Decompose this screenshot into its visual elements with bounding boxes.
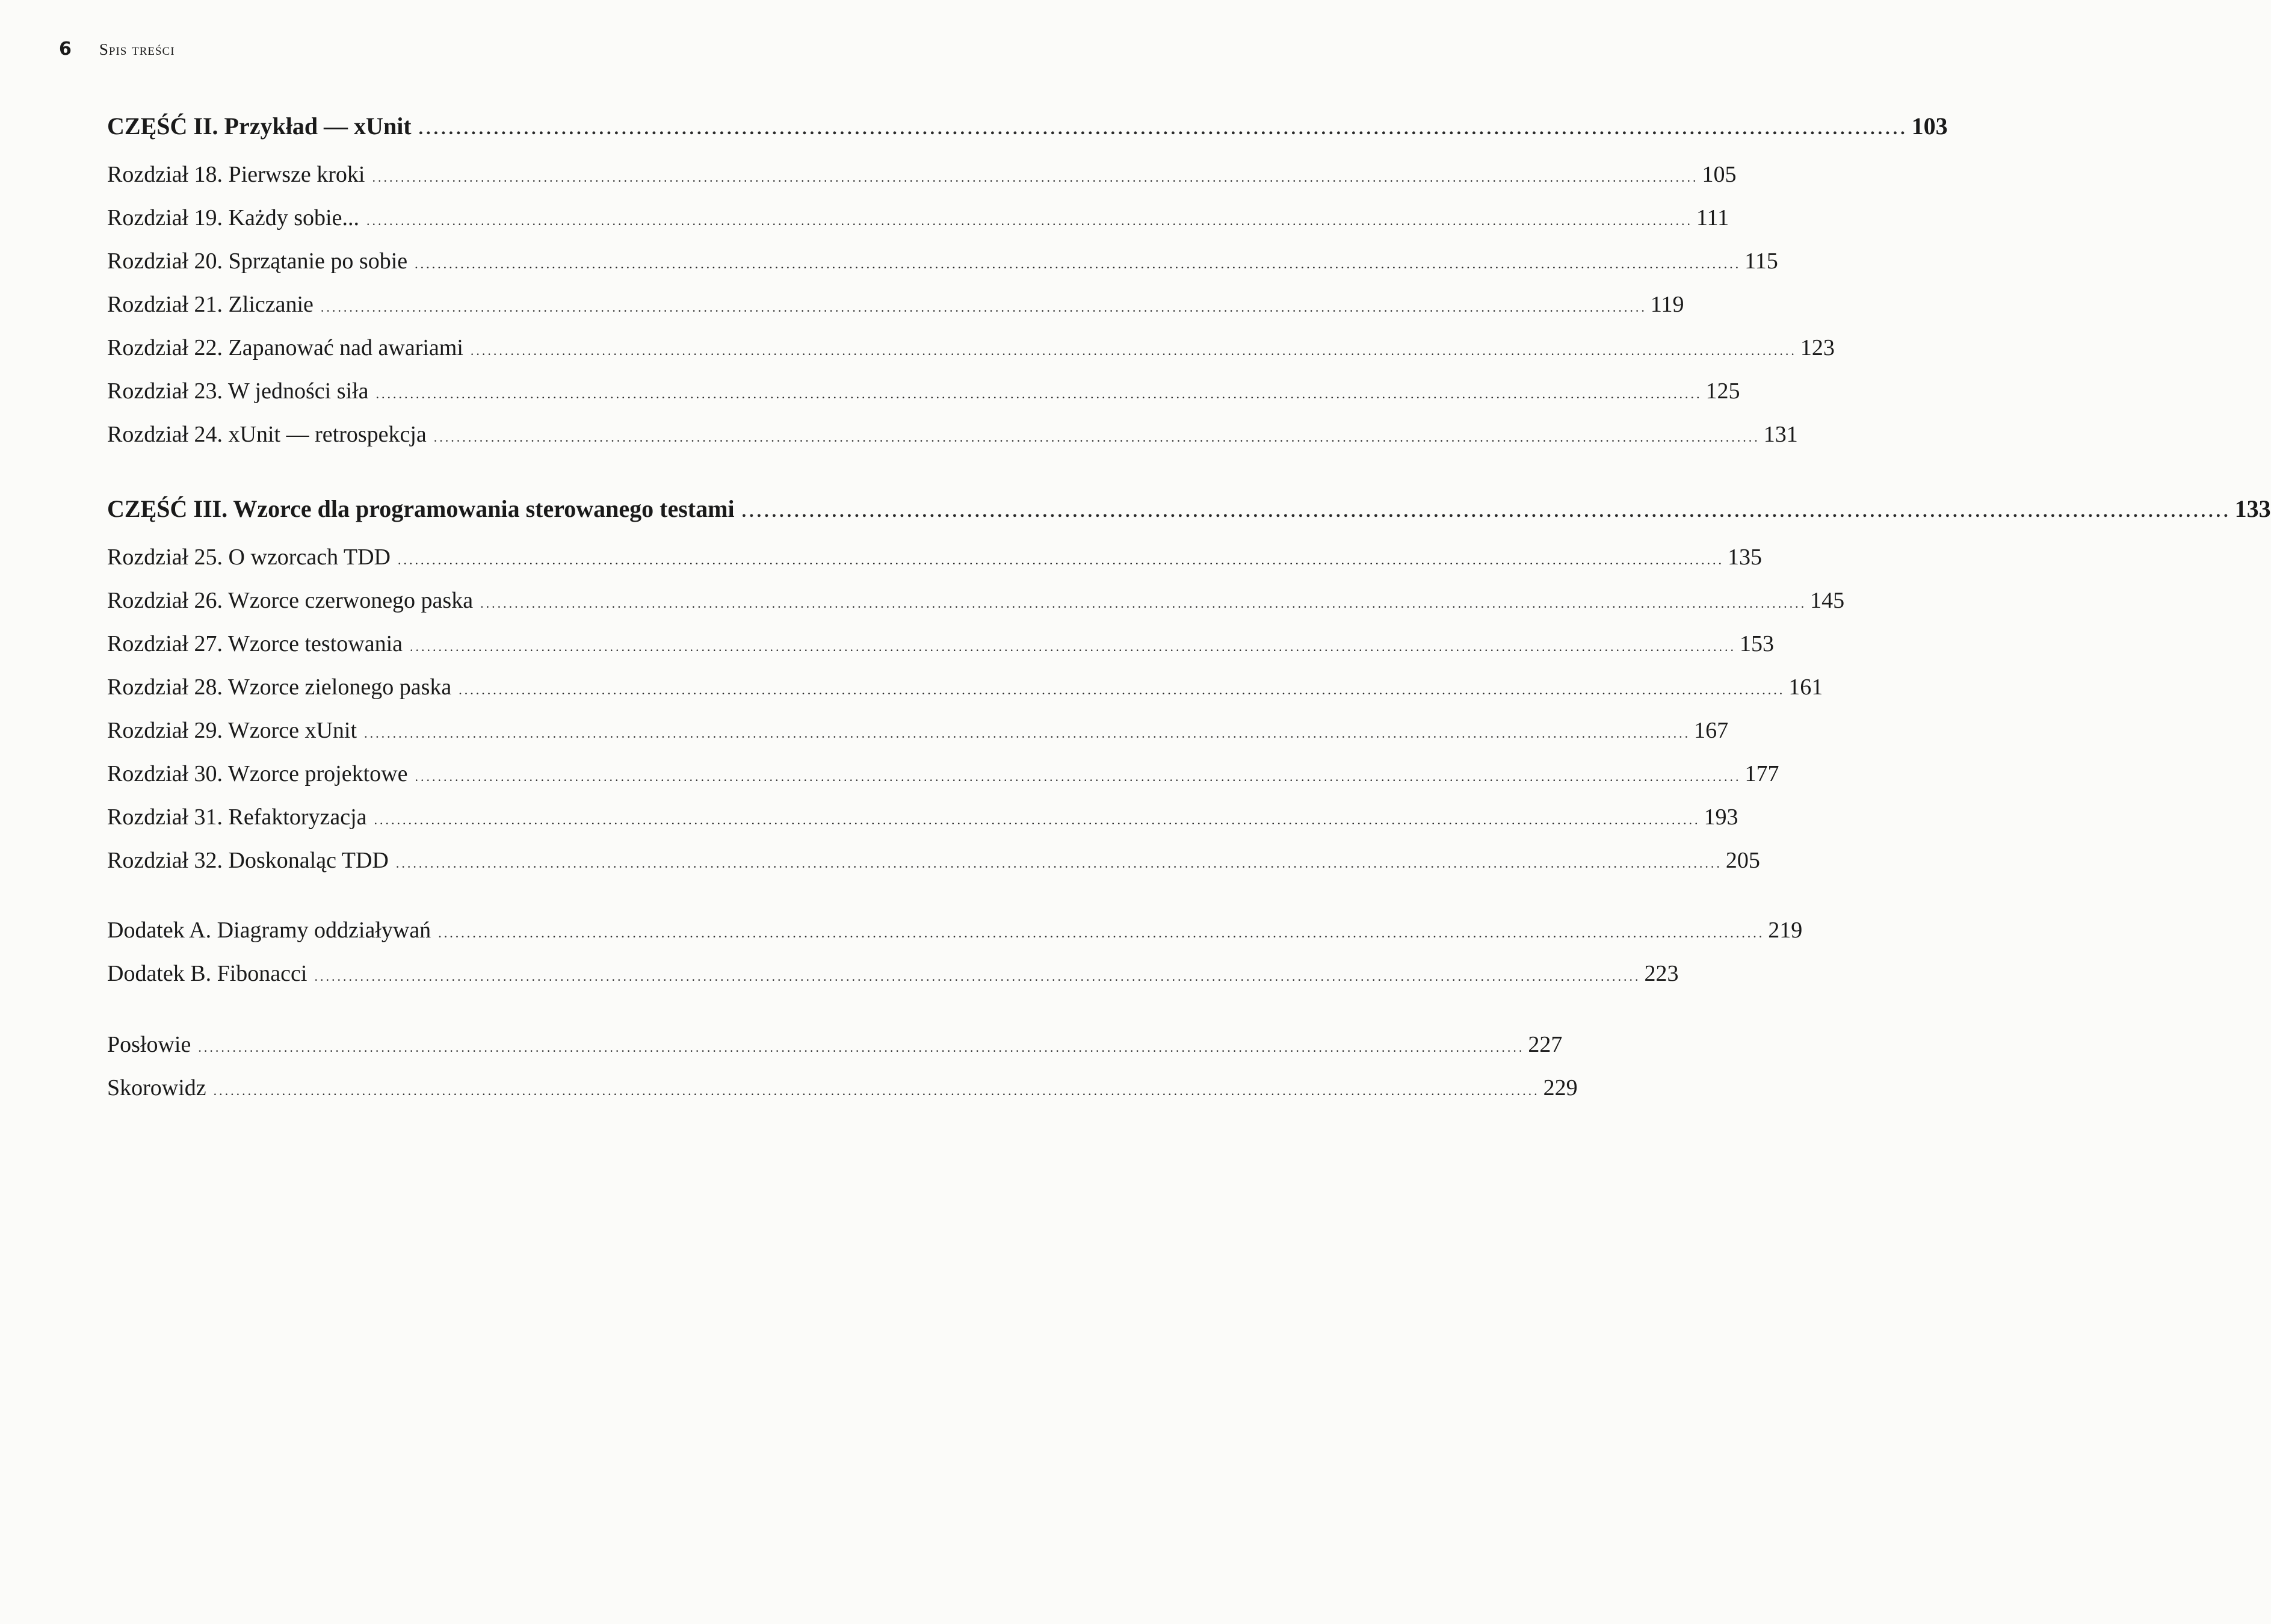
toc-entry-page: 177: [1744, 761, 1779, 786]
toc-entry-page: 167: [1694, 718, 1729, 743]
toc-entry-page: 125: [1705, 378, 1740, 404]
toc-part-ii[interactable]: [107, 111, 1948, 142]
dot-leader: ........................................................................................................................................................................................................................................: [415, 769, 1741, 784]
toc-index[interactable]: [107, 1072, 1578, 1104]
toc-chapter-23[interactable]: [107, 375, 1740, 407]
toc-entry-label: Rozdział 30. Wzorce projektowe: [107, 761, 408, 786]
toc-entry-label: Rozdział 18. Pierwsze kroki: [107, 162, 365, 187]
toc-entry-page: 227: [1528, 1032, 1563, 1057]
toc-chapter-26[interactable]: [107, 585, 1845, 616]
toc-entry-label: Rozdział 29. Wzorce xUnit: [107, 718, 357, 743]
dot-leader: ........................................................................................................................................................................................................................................: [433, 430, 1760, 445]
toc-entry-label: Rozdział 23. W jedności siła: [107, 378, 369, 404]
toc-entry-page: 115: [1744, 249, 1778, 274]
dot-leader: ........................................................................................................................................................................................................................................: [364, 726, 1691, 741]
toc-entry-label: Dodatek B. Fibonacci: [107, 961, 307, 986]
toc-entry-label: Rozdział 21. Zliczanie: [107, 292, 314, 317]
toc-entry-label: Rozdział 24. xUnit — retrospekcja: [107, 422, 427, 447]
toc-chapter-19[interactable]: [107, 202, 1729, 233]
toc-entry-page: 105: [1702, 162, 1737, 187]
toc-entry-page: 103: [1911, 113, 1948, 140]
toc-entry-page: 229: [1543, 1075, 1578, 1101]
dot-leader: ........................................................................................................................................................................................................................................: [395, 856, 1722, 871]
toc-entry-label: Rozdział 26. Wzorce czerwonego paska: [107, 588, 474, 613]
dot-leader: ........................................................................................................................................................................................................................................: [438, 925, 1765, 940]
dot-leader: ........................................................................................................................................................................................................................................: [397, 552, 1724, 567]
toc-appendix-b[interactable]: [107, 958, 1679, 989]
toc-entry-page: 153: [1740, 631, 1774, 656]
dot-leader: ........................................................................................................................................................................................................................................: [320, 300, 1647, 315]
toc-entry-label: Rozdział 31. Refaktoryzacja: [107, 804, 367, 830]
toc-entry-page: 145: [1810, 588, 1845, 613]
dot-leader: ........................................................................................................................................................................................................................................: [198, 1040, 1525, 1055]
toc-chapter-29[interactable]: [107, 715, 1729, 746]
toc-entry-page: 123: [1800, 335, 1835, 360]
toc-entry-label: Rozdział 32. Doskonaląc TDD: [107, 848, 389, 873]
dot-leader: ........................................................................................................................................................................................................................................: [470, 343, 1797, 358]
toc-entry-label: Dodatek A. Diagramy oddziaływań: [107, 918, 431, 943]
toc-chapter-21[interactable]: [107, 289, 1684, 320]
toc-entry-label: Rozdział 22. Zapanować nad awariami: [107, 335, 463, 360]
toc-entry-label: Rozdział 19. Każdy sobie...: [107, 205, 359, 230]
running-head-title: Spis treści: [99, 40, 175, 58]
dot-leader: ......................................................................................................................................................................................................: [741, 501, 2231, 521]
toc-chapter-27[interactable]: [107, 628, 1774, 659]
toc-entry-page: 219: [1768, 918, 1803, 943]
toc-afterword[interactable]: [107, 1029, 1563, 1060]
toc-chapter-22[interactable]: [107, 332, 1835, 363]
dot-leader: ........................................................................................................................................................................................................................................: [372, 170, 1699, 185]
toc-chapter-18[interactable]: [107, 159, 1737, 190]
toc-chapter-20[interactable]: [107, 245, 1778, 277]
toc-entry-page: 161: [1788, 675, 1823, 700]
toc-entry-label: Rozdział 27. Wzorce testowania: [107, 631, 403, 656]
toc-entry-page: 119: [1650, 292, 1684, 317]
toc-entry-label: CZĘŚĆ II. Przykład — xUnit: [107, 113, 412, 140]
toc-entry-label: Rozdział 28. Wzorce zielonego paska: [107, 675, 452, 700]
toc-entry-page: 111: [1696, 205, 1729, 230]
dot-leader: ........................................................................................................................................................................................................................................: [415, 256, 1741, 271]
toc-chapter-25[interactable]: [107, 542, 1762, 573]
page-number: 6: [59, 39, 72, 60]
toc-entry-page: 133: [2234, 495, 2271, 522]
dot-leader: ........................................................................................................................................................................................................................................: [314, 969, 1641, 984]
running-head: [59, 39, 175, 60]
toc-entry-label: Posłowie: [107, 1032, 191, 1057]
toc-entry-label: Rozdział 25. O wzorcach TDD: [107, 545, 391, 570]
toc-entry-page: 131: [1763, 422, 1798, 447]
toc-chapter-28[interactable]: [107, 672, 1823, 703]
toc-chapter-32[interactable]: [107, 845, 1760, 876]
dot-leader: ........................................................................................................................................................................................................................................: [374, 812, 1701, 827]
dot-leader: ........................................................................................................................................................................................................................................: [459, 682, 1785, 697]
dot-leader: ........................................................................................................................................................................................................................................: [375, 386, 1702, 401]
toc-entry-label: Rozdział 20. Sprzątanie po sobie: [107, 249, 408, 274]
toc-entry-page: 205: [1725, 848, 1760, 873]
toc-entry-label: CZĘŚĆ III. Wzorce dla programowania sterowanego testami: [107, 495, 735, 522]
dot-leader: ........................................................................................................................................................................................................................................: [366, 213, 1693, 228]
toc-chapter-31[interactable]: [107, 801, 1738, 833]
dot-leader: ........................................................................................................................................................................................................................................: [410, 639, 1736, 654]
toc-chapter-30[interactable]: [107, 758, 1779, 789]
toc-entry-label: Skorowidz: [107, 1075, 206, 1101]
toc-entry-page: 135: [1727, 545, 1762, 570]
toc-appendix-a[interactable]: [107, 915, 1803, 946]
toc-part-iii[interactable]: [107, 493, 2271, 525]
dot-leader: ........................................................................................................................................................................................................................................: [213, 1083, 1540, 1098]
dot-leader: ......................................................................................................................................................................................................: [418, 119, 1908, 138]
toc-entry-page: 223: [1644, 961, 1679, 986]
toc-entry-page: 193: [1704, 804, 1738, 830]
toc-chapter-24[interactable]: [107, 419, 1798, 450]
dot-leader: ........................................................................................................................................................................................................................................: [480, 596, 1807, 611]
